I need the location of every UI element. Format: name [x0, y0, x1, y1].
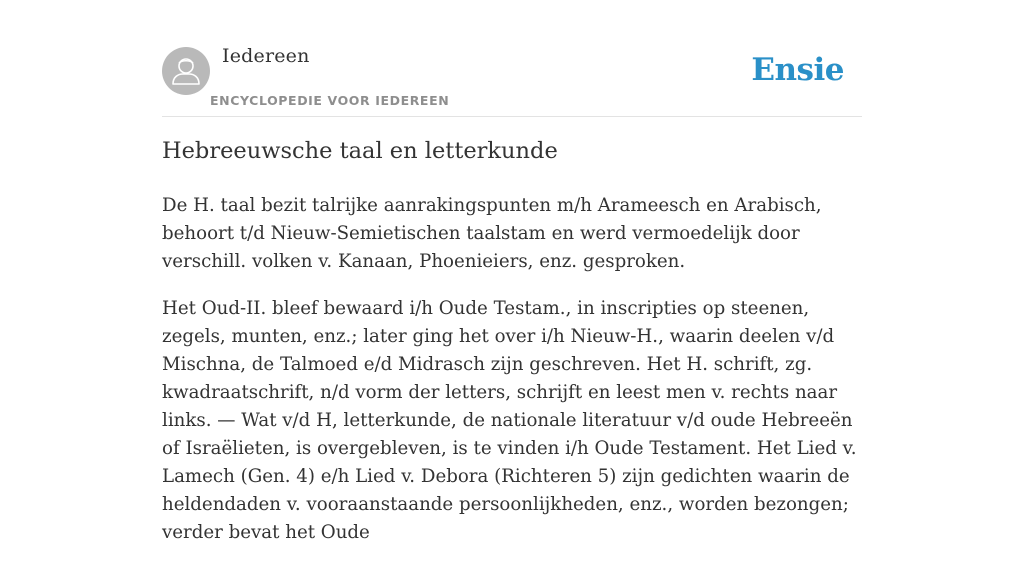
header — [162, 44, 862, 117]
article-body — [162, 192, 866, 566]
brand-logo[interactable]: Ensie — [751, 52, 844, 88]
avatar[interactable] — [162, 47, 210, 95]
article-title: Hebreeuwsche taal en letterkunde — [162, 138, 558, 164]
article-paragraph: Het Oud-II. bleef bewaard i/h Oude Testam., in inscripties op steenen, zegels, munten, enz.; later ging het over i/h Nieuw-H., waarin deelen v/d Mischna, de Talmoed e/d Midrasch zijn geschreven. Het H. schrift, zg. kwadraatschrift, n/d vorm der letters, schrijft en leest men v. rechts naar links. — Wat v/d H, letterkunde, de nationale literatuur v/d oude Hebreeën of Israëlieten, is overgebleven, is te vinden i/h Oude Testament. Het Lied v. Lamech (Gen. 4) e/h Lied v. Debora (Richteren 5) zijn gedichten waarin de heldendaden v. vooraanstaande persoonlijkheden, enz., worden bezongen; verder bevat het Oude — [162, 298, 857, 543]
tagline: ENCYCLOPEDIE VOOR IEDEREEN — [210, 93, 450, 108]
user-icon — [162, 47, 210, 95]
article-paragraph: De H. taal bezit talrijke aanrakingspunten m/h Arameesch en Arabisch, behoort t/d Nieuw-Semietischen taalstam en werd vermoedelijk door verschill. volken v. Kanaan, Phoenieiers, enz. gesproken. — [162, 195, 822, 272]
author-name[interactable]: Iedereen — [222, 45, 310, 67]
